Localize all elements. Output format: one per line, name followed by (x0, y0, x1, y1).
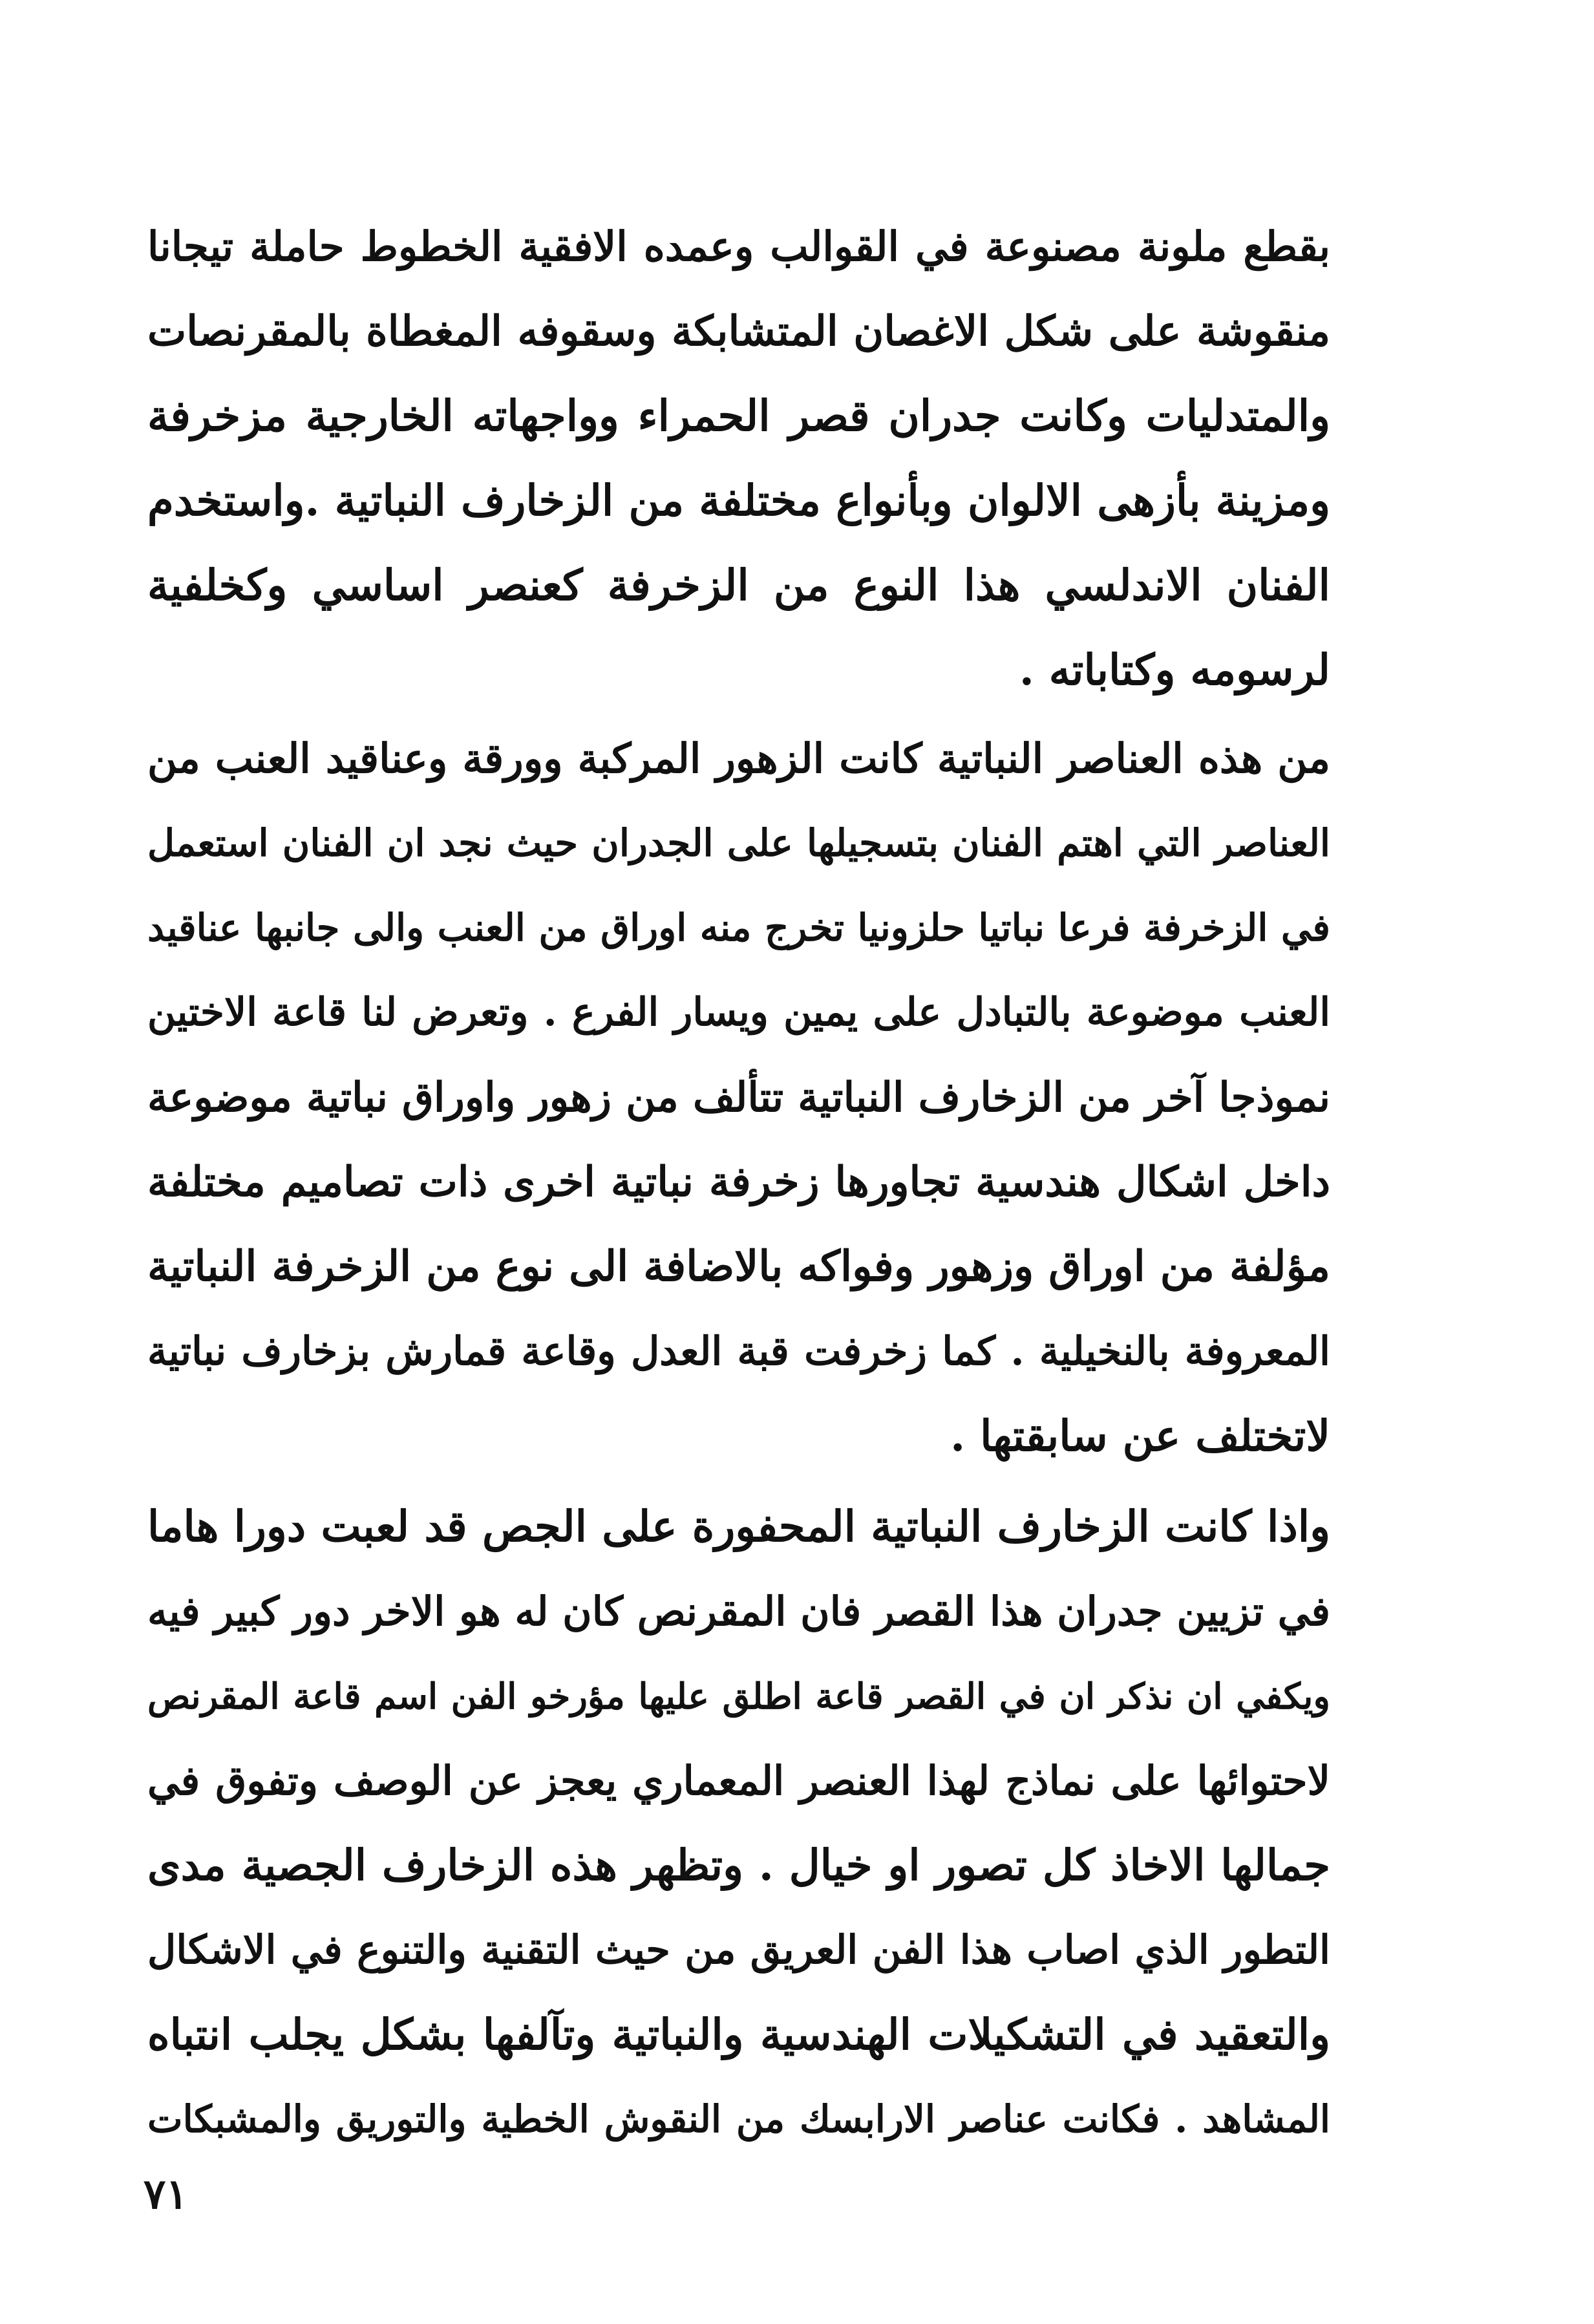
text-line: واذا كانت الزخارف النباتية المحفورة على الجص قد لعبت دورا هاما (147, 1501, 1330, 1551)
paragraph-1 (147, 204, 1330, 712)
text-line: المعروفة بالنخيلية . كما زخرفت قبة العدل وقاعة قمارش بزخارف نباتية (147, 1328, 1330, 1374)
text-line: لاتختلف عن سابقتها . (950, 1411, 1330, 1461)
text-line: ويكفي ان نذكر ان في القصر قاعة اطلق عليها مؤرخو الفن اسم قاعة المقرنص (147, 1675, 1330, 1717)
text-line: والتعقيد في التشكيلات الهندسية والنباتية وتآلفها بشكل يجلب انتباه (147, 2009, 1330, 2060)
text-line: المشاهد . فكانت عناصر الارابسك من النقوش الخطية والتوريق والمشبكات (147, 2097, 1330, 2141)
text-line: العنب موضوعة بالتبادل على يمين ويسار الفرع . وتعرض لنا قاعة الاختين (147, 990, 1330, 1035)
text-line: لرسومه وكتاباته . (1019, 645, 1330, 695)
text-line: والمتدليات وكانت جدران قصر الحمراء وواجهاته الخارجية مزخرفة (147, 390, 1330, 441)
text-line: الفنان الاندلسي هذا النوع من الزخرفة كعنصر اساسي وكخلفية (147, 560, 1330, 610)
paragraph-2 (147, 716, 1330, 1478)
text-line: منقوشة على شكل الاغصان المتشابكة وسقوفه المغطاة بالمقرنصات (147, 307, 1330, 356)
paragraph-3 (147, 1484, 1330, 2162)
text-line: داخل اشكال هندسية تجاورها زخرفة نباتية اخرى ذات تصاميم مختلفة (147, 1158, 1330, 1206)
text-line: في الزخرفة فرعا نباتيا حلزونيا تخرج منه اوراق من العنب والى جانبها عناقيد (147, 906, 1330, 950)
text-line: في تزيين جدران هذا القصر فان المقرنص كان له هو الاخر دور كبير فيه (147, 1588, 1330, 1635)
text-line: العناصر التي اهتم الفنان بتسجيلها على الجدران حيث نجد ان الفنان استعمل (147, 821, 1330, 865)
text-line: التطور الذي اصاب هذا الفن العريق من حيث التقنية والتنوع في الاشكال (147, 1927, 1330, 1973)
text-line: جمالها الاخاذ كل تصور او خيال . وتظهر هذه الزخارف الجصية مدى (147, 1840, 1330, 1890)
text-line: من هذه العناصر النباتية كانت الزهور المركبة وورقة وعناقيد العنب من (147, 734, 1330, 782)
text-line: ومزينة بأزهى الالوان وبأنواع مختلفة من الزخارف النباتية .واستخدم (147, 475, 1330, 526)
page-number: ٧١ (143, 2170, 188, 2219)
text-line: بقطع ملونة مصنوعة في القوالب وعمده الافقية الخطوط حاملة تيجانا (147, 222, 1330, 270)
text-line: نموذجا آخر من الزخارف النباتية تتألف من زهور واوراق نباتية موضوعة (147, 1073, 1330, 1121)
text-line: مؤلفة من اوراق وزهور وفواكه بالاضافة الى نوع من الزخرفة النباتية (147, 1242, 1330, 1291)
text-line: لاحتوائها على نماذج لهذا العنصر المعماري يعجز عن الوصف وتفوق في (147, 1757, 1330, 1804)
